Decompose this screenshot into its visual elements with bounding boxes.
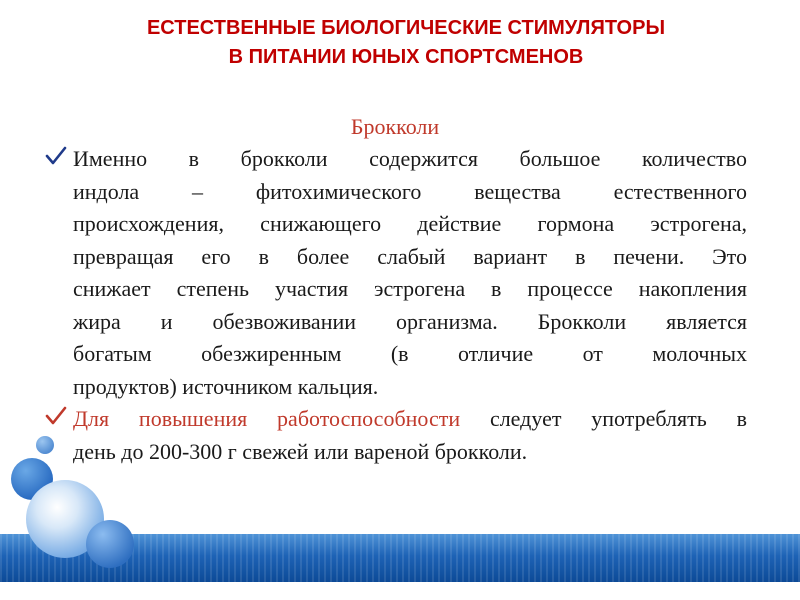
bullet-line: продуктов) источником кальция. — [73, 373, 379, 399]
bullet-line: жира и обезвоживании организма. Брокколи является — [73, 308, 747, 334]
bullet-text: следует употреблять в — [460, 406, 747, 431]
title-line-2: В ПИТАНИИ ЮНЫХ СПОРТСМЕНОВ — [228, 46, 584, 68]
decorative-circle — [36, 436, 54, 454]
bullet-line: Именно в брокколи содержится большое количество — [73, 146, 747, 171]
title-line-1: ЕСТЕСТВЕННЫЕ БИОЛОГИЧЕСКИЕ СТИМУЛЯТОРЫ — [146, 17, 666, 39]
bullet-line: день до 200-300 г свежей или вареной брокколи. — [73, 438, 528, 464]
checkmark-icon — [45, 145, 67, 167]
bullet-line: превращая его в более слабый вариант в печени. Это — [73, 243, 747, 269]
bullet-item-indole — [45, 143, 747, 403]
bullet-line: индола – фитохимического вещества естественного — [73, 178, 747, 204]
slide-subtitle: Брокколи — [350, 114, 440, 139]
decorative-circle — [86, 520, 134, 568]
bullet-line — [73, 403, 747, 436]
bullet-list — [45, 143, 747, 468]
bullet-item-performance — [45, 403, 747, 468]
slide-title — [40, 14, 772, 72]
bullet-line: снижает степень участия эстрогена в процессе накопления — [73, 276, 747, 301]
checkmark-icon — [45, 405, 67, 427]
bullet-line: происхождения, снижающего действие гормона эстрогена, — [73, 211, 747, 236]
highlight-text: Для повышения работоспособности — [73, 406, 461, 431]
bullet-line: богатым обезжиренным (в отличие от молочных — [73, 341, 747, 366]
